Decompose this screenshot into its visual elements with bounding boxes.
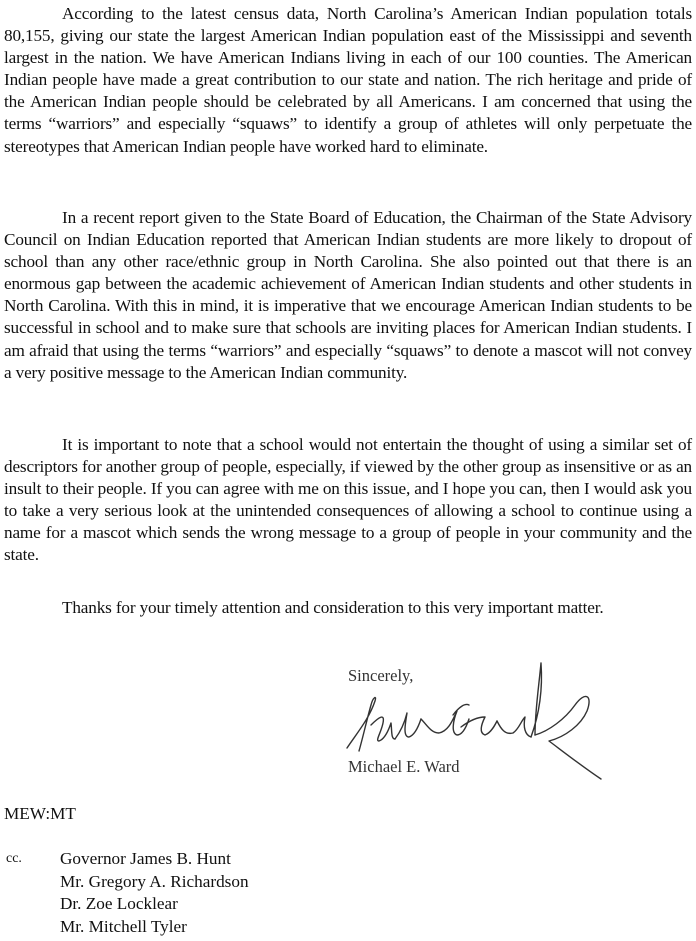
body-paragraph-thanks: Thanks for your timely attention and consideration to this very important matter. <box>62 598 604 617</box>
typist-initials: MEW:MT <box>4 804 76 823</box>
signer-name: Michael E. Ward <box>348 757 460 776</box>
cc-list <box>60 848 249 938</box>
body-paragraph-dropout: In a recent report given to the State Board of Education, the Chairman of the State Advisory Council on Indian Education reported that American Indian students are more likely to dropout of school than any other race/ethnic group in North Carolina. She also pointed out that there is an enormous gap between the academic achievement of American Indian students and other students in North Carolina. With this in mind, it is imperative that we encourage American Indian students to be successful in school and to make sure that schools are inviting places for American Indian students. I am afraid that using the terms “warriors” and especially “squaws” to denote a mascot will not convey a very positive message to the American Indian community. <box>4 208 692 382</box>
body-paragraph-census: According to the latest census data, North Carolina’s American Indian population totals 80,155, giving our state the largest American Indian population east of the Mississippi and seventh largest in the nation. We have American Indians living in each of our 100 counties. The American Indian people have made a great contribution to our state and nation. The rich heritage and pride of the American Indian people should be celebrated by all Americans. I am concerned that using the terms “warriors” and especially “squaws” to identify a group of athletes will only perpetuate the stereotypes that American Indian people have worked hard to eliminate. <box>4 4 692 156</box>
cc-recipient: Dr. Zoe Locklear <box>60 894 178 914</box>
cc-label: cc. <box>6 851 22 866</box>
closing-salutation: Sincerely, <box>348 666 414 685</box>
body-paragraph-descriptors: It is important to note that a school would not entertain the thought of using a similar set of descriptors for another group of people, especially, if viewed by the other group as insensitive or as an insult to their people. If you can agree with me on this issue, and I hope you can, then I would ask you to take a very serious look at the unintended consequences of allowing a school to continue using a name for a mascot which sends the wrong message to a group of people in your community and the state. <box>4 435 692 565</box>
cc-recipient: Mr. Gregory A. Richardson <box>60 871 249 891</box>
cc-recipient: Mr. Mitchell Tyler <box>60 916 187 936</box>
cc-recipient: Governor James B. Hunt <box>60 849 231 868</box>
